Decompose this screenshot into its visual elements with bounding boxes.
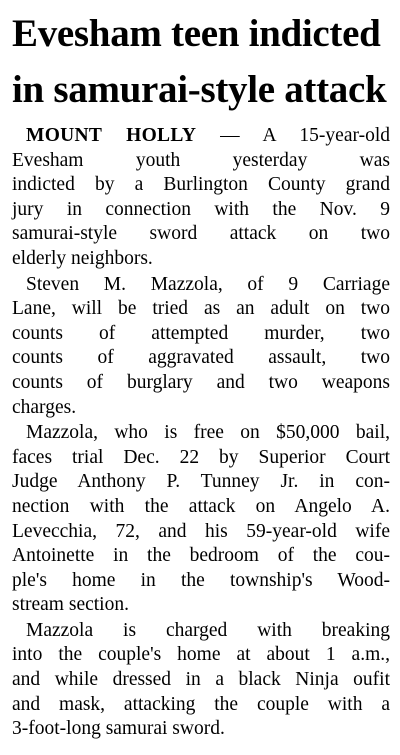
article-line-text: — A 15-year-old [196, 125, 390, 146]
article-line: stream section. [12, 594, 129, 616]
article-line: Mazzola, who is free on $50,000 bail, [26, 422, 390, 444]
article-line: Judge Anthony P. Tunney Jr. in con- [12, 471, 390, 493]
paragraph-2 [12, 273, 390, 421]
article-line: Mazzola is charged with breaking [26, 619, 390, 641]
article-line: jury in connection with the Nov. 9 [12, 198, 390, 220]
article-line: samurai-style sword attack on two [12, 223, 390, 245]
headline-line-1: Evesham teen indicted [12, 12, 381, 55]
paragraph-4 [12, 619, 390, 742]
headline-line-2: in samurai-style attack [12, 68, 387, 111]
article-line: Levecchia, 72, and his 59-year-old wife [12, 520, 390, 542]
article-line: Lane, will be tried as an adult on two [12, 298, 390, 320]
article-line: Steven M. Mazzola, of 9 Carriage [26, 273, 390, 295]
article-line: counts of aggravated assault, two [12, 347, 390, 369]
article-line: counts of attempted murder, two [12, 322, 390, 344]
article-line: Evesham youth yesterday was [12, 149, 390, 171]
article-line: counts of burglary and two weapons [12, 371, 390, 393]
article-line: into the couple's home at about 1 a.m., [12, 644, 390, 666]
article-line: elderly neighbors. [12, 247, 153, 269]
article-line [12, 124, 390, 149]
article-line: nection with the attack on Angelo A. [12, 495, 390, 517]
article-line: Antoinette in the bedroom of the cou- [12, 545, 390, 567]
article-line: and mask, attacking the couple with a [12, 693, 390, 715]
dateline: MOUNT HOLLY [26, 125, 197, 146]
article-body [12, 124, 390, 742]
headline [12, 6, 390, 118]
article-line: faces trial Dec. 22 by Superior Court [12, 446, 390, 468]
paragraph-3 [12, 421, 390, 618]
paragraph-1 [12, 124, 390, 272]
article-line: ple's home in the township's Wood- [12, 569, 390, 591]
article-line: charges. [12, 396, 77, 418]
article-line: indicted by a Burlington County grand [12, 174, 390, 196]
article-line: 3-foot-long samurai sword. [12, 718, 225, 740]
article-line: and while dressed in a black Ninja oufit [12, 669, 390, 691]
